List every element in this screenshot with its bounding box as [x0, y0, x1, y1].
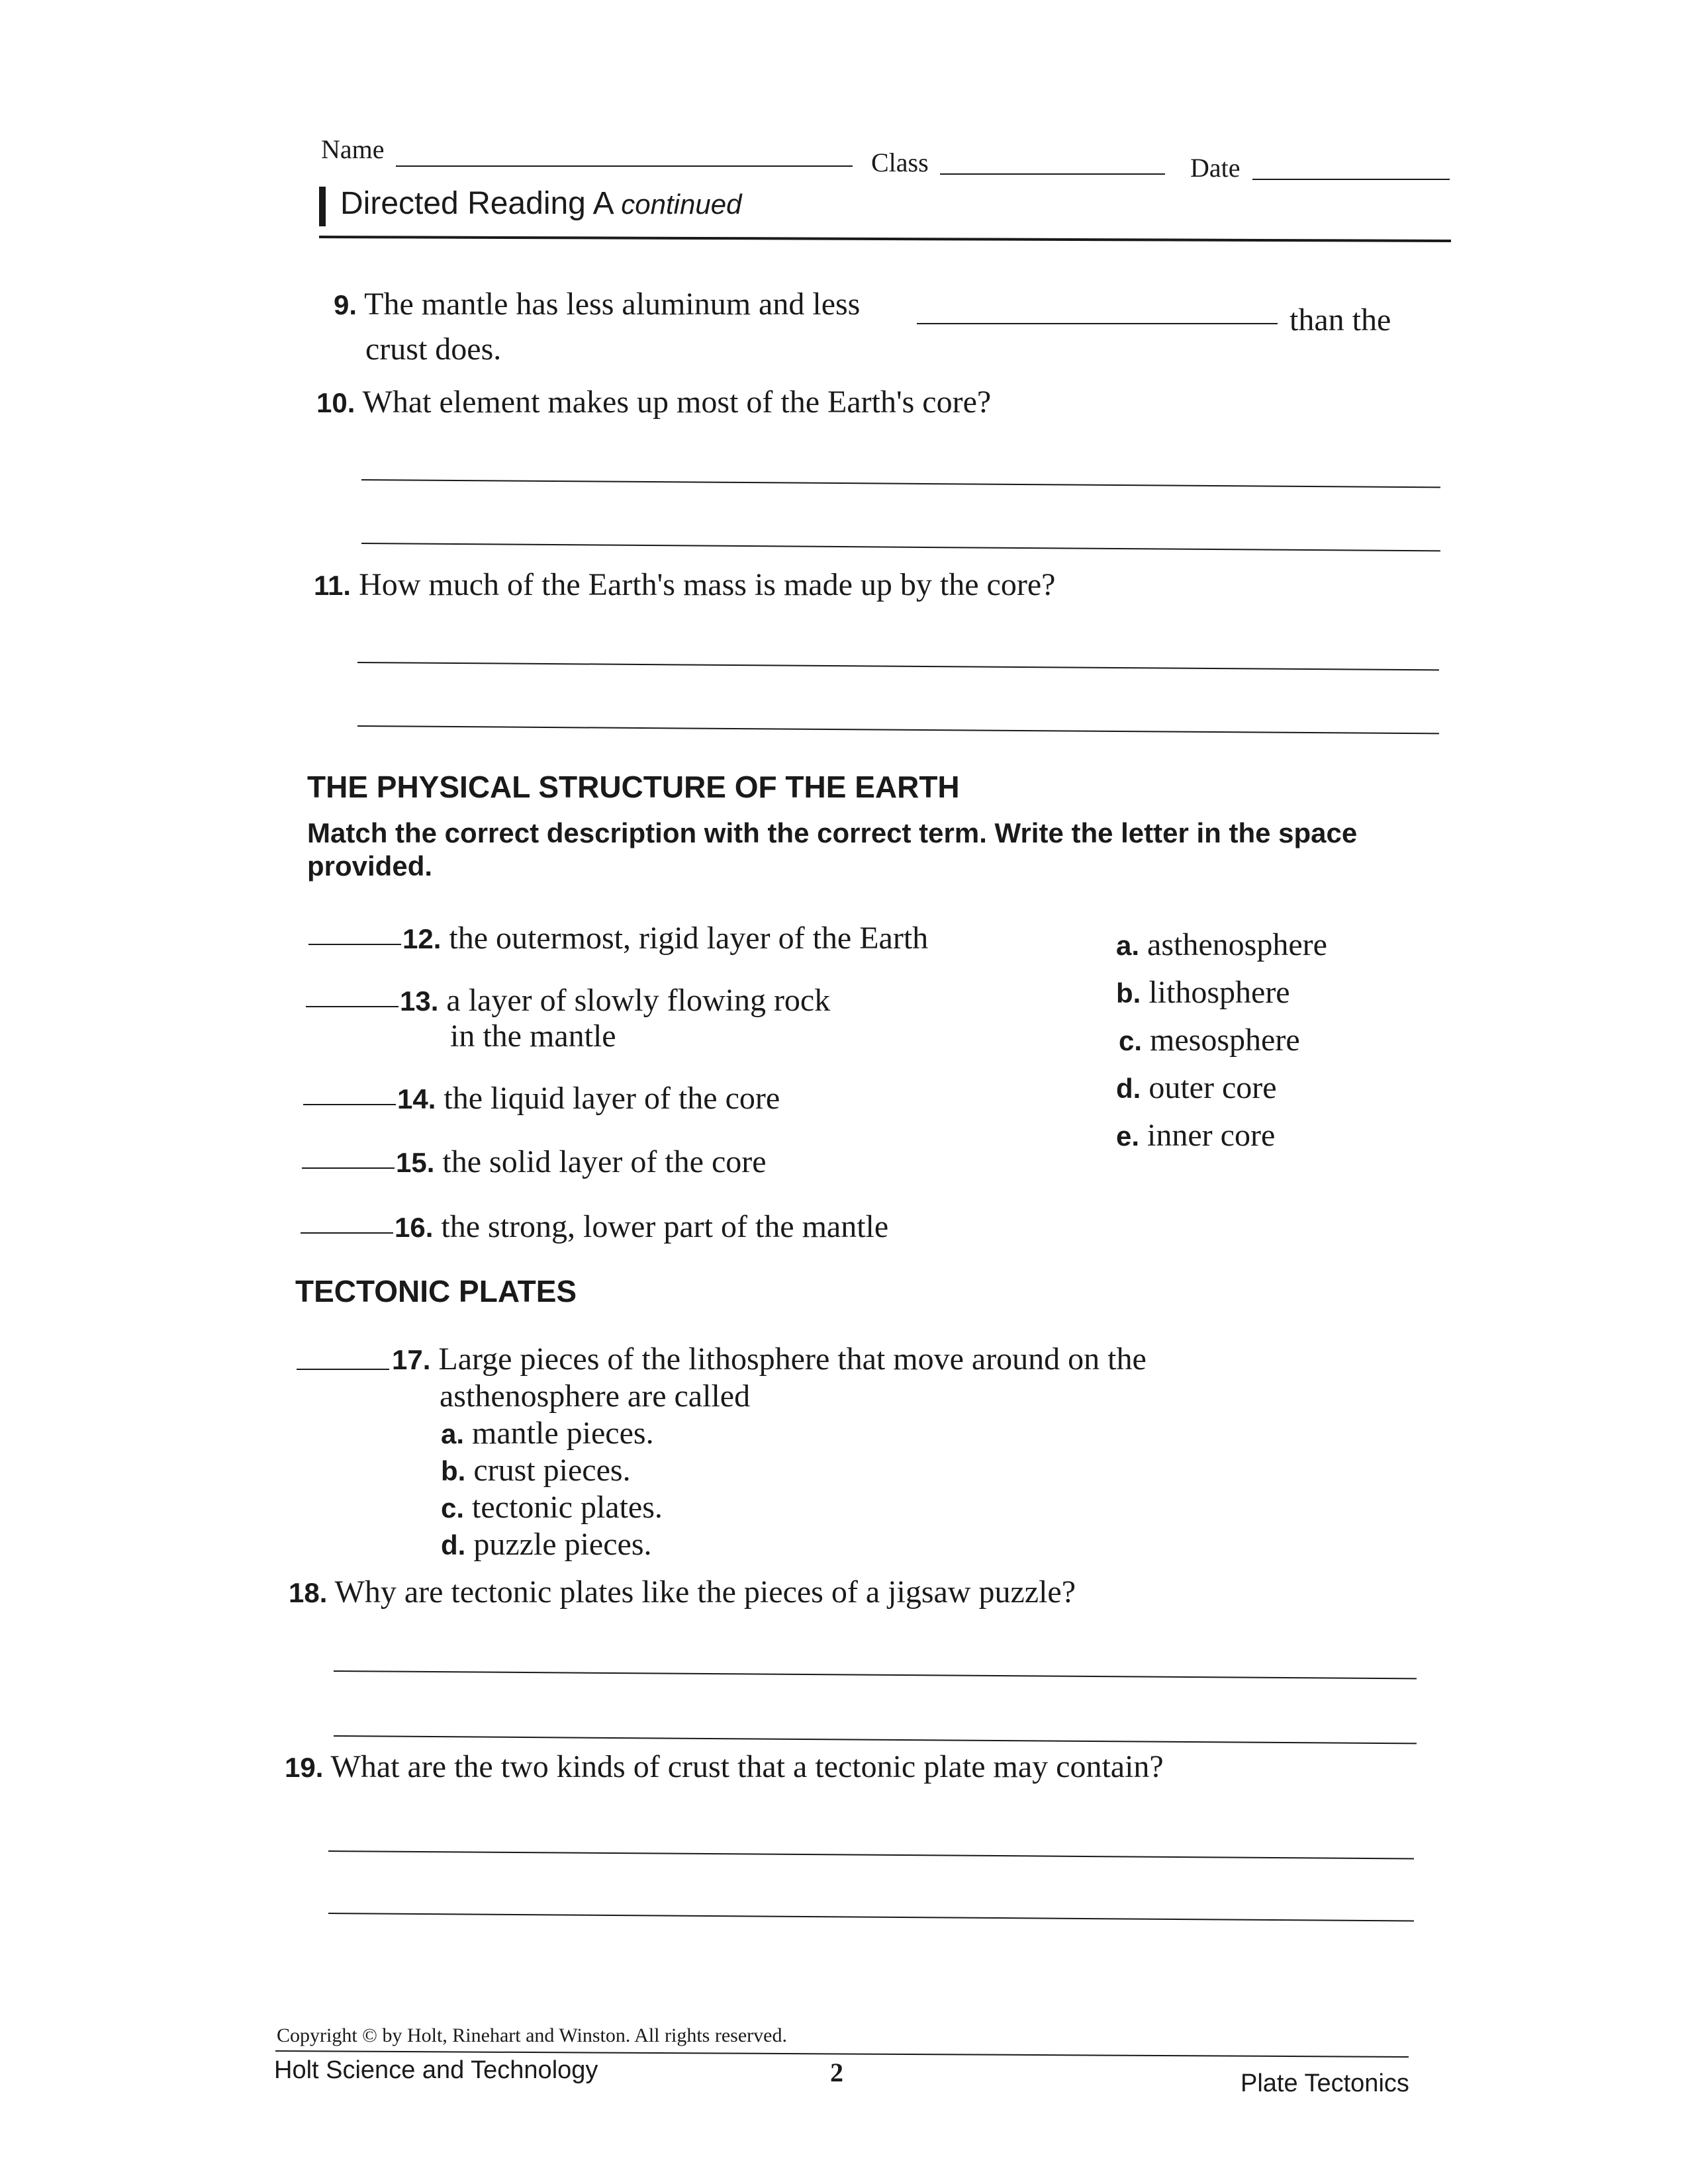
term-d: d. outer core [1116, 1070, 1277, 1105]
term-a: a. asthenosphere [1116, 927, 1327, 962]
answer-blank-16[interactable] [301, 1232, 393, 1234]
q9-text-after: than the [1289, 302, 1391, 338]
matching-item-13-line2: in the mantle [450, 1019, 616, 1054]
q11-answer-line-2[interactable] [357, 725, 1439, 734]
question-17: 17. Large pieces of the lithosphere that move around on the [392, 1342, 1147, 1377]
term-c: c. mesosphere [1119, 1023, 1300, 1058]
class-label: Class [871, 148, 929, 177]
answer-blank-13[interactable] [306, 1006, 399, 1007]
name-label: Name [321, 134, 385, 164]
q10-answer-line-2[interactable] [361, 543, 1440, 551]
matching-item-15: 15. the solid layer of the core [396, 1144, 767, 1179]
matching-item-16: 16. the strong, lower part of the mantle [395, 1209, 889, 1244]
q11-answer-line-1[interactable] [357, 662, 1439, 670]
term-b: b. lithosphere [1116, 975, 1290, 1010]
q9-answer-blank[interactable] [917, 323, 1278, 324]
date-field[interactable] [1252, 179, 1450, 180]
q17-option-d[interactable]: d. puzzle pieces. [441, 1527, 652, 1562]
copyright-notice: Copyright © by Holt, Rinehart and Winston. All rights reserved. [277, 2025, 787, 2046]
q10-answer-line-1[interactable] [361, 479, 1440, 488]
question-18: 18. Why are tectonic plates like the pieces of a jigsaw puzzle? [289, 1574, 1076, 1610]
answer-blank-15[interactable] [302, 1167, 395, 1169]
matching-item-12: 12. the outermost, rigid layer of the Earth [402, 921, 929, 956]
q18-answer-line-1[interactable] [334, 1670, 1417, 1679]
question-10: 10. What element makes up most of the Earth's core? [316, 385, 992, 420]
section-heading-tectonic-plates: TECTONIC PLATES [295, 1274, 577, 1308]
answer-blank-12[interactable] [308, 944, 401, 945]
q19-answer-line-2[interactable] [328, 1913, 1414, 1921]
q18-answer-line-2[interactable] [334, 1735, 1417, 1744]
matching-item-13: 13. a layer of slowly flowing rock [400, 983, 831, 1018]
matching-item-14: 14. the liquid layer of the core [397, 1081, 780, 1116]
question-9: 9. The mantle has less aluminum and less [334, 287, 861, 322]
answer-blank-17[interactable] [297, 1369, 389, 1370]
date-label: Date [1190, 153, 1241, 183]
publisher-name: Holt Science and Technology [274, 2056, 598, 2084]
page-number: 2 [830, 2058, 843, 2087]
q19-answer-line-1[interactable] [328, 1850, 1414, 1859]
chapter-title: Plate Tectonics [1241, 2070, 1409, 2097]
name-field[interactable] [396, 165, 853, 167]
matching-instruction: Match the correct description with the correct term. Write the letter in the space provided. [307, 817, 1358, 882]
class-field[interactable] [940, 173, 1165, 175]
section-heading-physical-structure: THE PHYSICAL STRUCTURE OF THE EARTH [307, 770, 960, 804]
question-17-line2: asthenosphere are called [440, 1379, 751, 1414]
q9-line2: crust does. [365, 332, 502, 367]
q17-option-a[interactable]: a. mantle pieces. [441, 1416, 654, 1451]
question-19: 19. What are the two kinds of crust that a tectonic plate may contain? [285, 1749, 1164, 1784]
section-marker-bar [319, 187, 326, 226]
header-rule [319, 236, 1451, 242]
q17-option-b[interactable]: b. crust pieces. [441, 1453, 631, 1488]
answer-blank-14[interactable] [303, 1104, 396, 1105]
q17-option-c[interactable]: c. tectonic plates. [441, 1490, 663, 1525]
term-e: e. inner core [1116, 1118, 1276, 1153]
question-11: 11. How much of the Earth's mass is made up by the core? [314, 567, 1056, 602]
page-title: Directed Reading A continued [340, 186, 742, 221]
